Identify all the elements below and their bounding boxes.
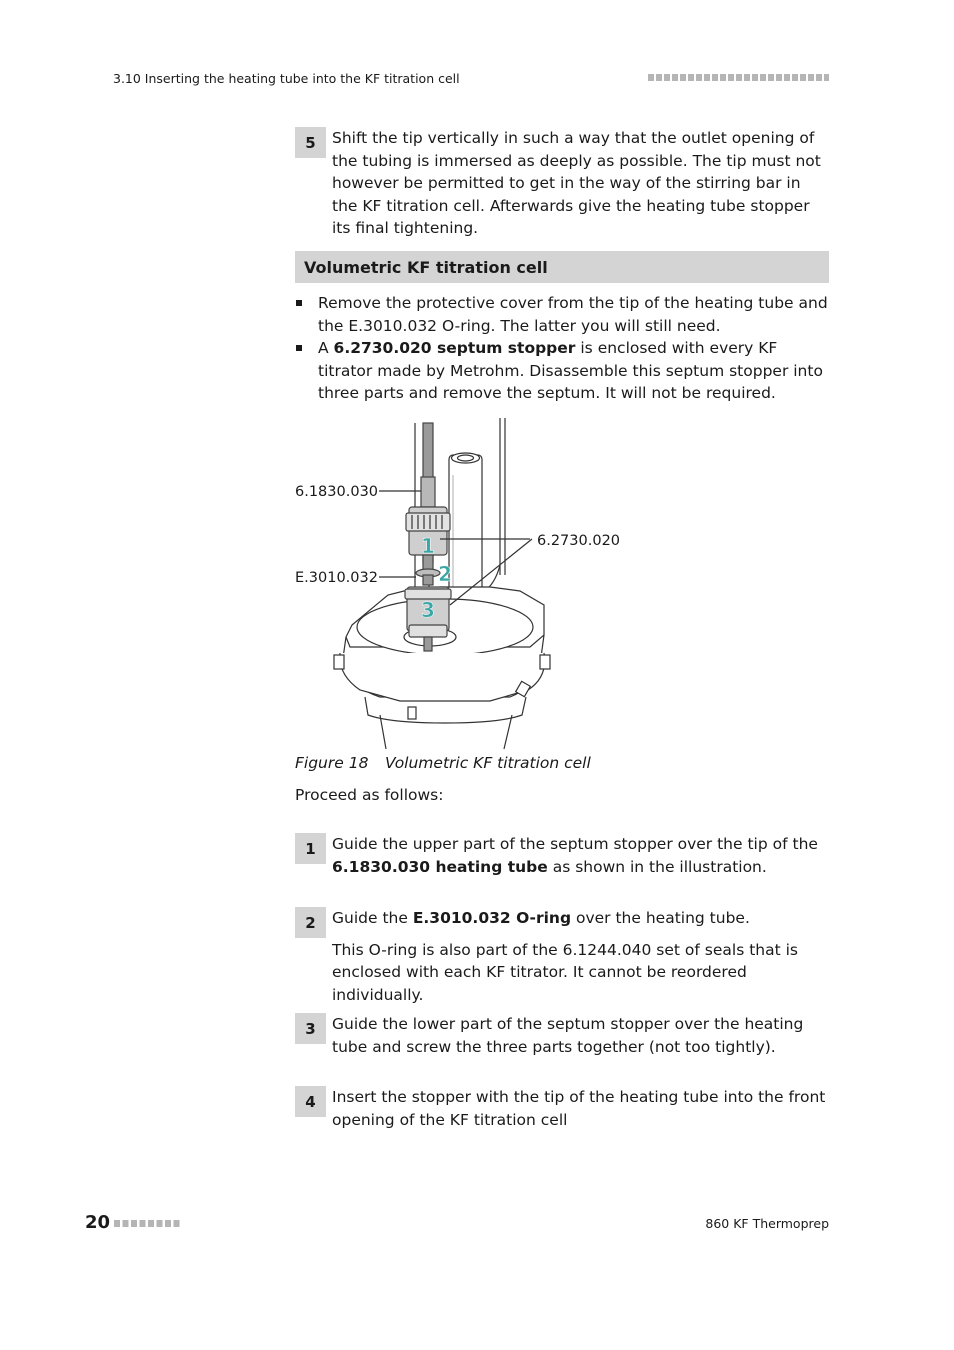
callout-2: 2 [438, 562, 452, 586]
product-name: 860 KF Thermoprep [705, 1216, 829, 1231]
bullet-square-icon [296, 345, 302, 351]
intro-text: Proceed as follows: [295, 786, 444, 804]
running-header: 3.10 Inserting the heating tube into the KF titration cell [113, 71, 460, 86]
titration-cell-illustration [290, 415, 630, 751]
step-number: 2 [295, 907, 326, 938]
step-text: Guide the upper part of the septum stopper over the tip of the 6.1830.030 heating tube as shown in the illustration. [332, 835, 818, 876]
step-note: This O-ring is also part of the 6.1244.040 set of seals that is enclosed with each KF titrator. It cannot be reordered individually. [332, 940, 798, 1004]
list-item: Remove the protective cover from the tip of the heating tube and the E.3010.032 O-ring. The latter you will still need. [295, 292, 829, 337]
step-number: 3 [295, 1013, 326, 1044]
footer-dot-bar [114, 1220, 182, 1227]
step-text: Shift the tip vertically in such a way that the outlet opening of the tubing is immersed as deeply as possible. The tip must not however be permitted to get in the way of the stirring bar in the KF titration cell. Afterwards give the heating tube stopper its final tightening. [332, 129, 821, 238]
step-2 [295, 907, 829, 1006]
step-text: Guide the E.3010.032 O-ring over the heating tube. This O-ring is also part of the 6.1244.040 set of seals that is enclosed with each KF titrator. It cannot be reordered individually. [332, 907, 829, 1006]
step-3 [295, 1013, 829, 1058]
header-dot-bar [648, 74, 829, 81]
step-number: 4 [295, 1086, 326, 1117]
step-text: Guide the lower part of the septum stopper over the heating tube and screw the three parts together (not too tightly). [332, 1015, 804, 1056]
step-4 [295, 1086, 829, 1131]
section-heading: Volumetric KF titration cell [295, 251, 829, 283]
figure-caption [295, 754, 591, 772]
label-o-ring: E.3010.032 [295, 570, 378, 586]
label-heating-tube: 6.1830.030 [295, 484, 379, 500]
step-number: 1 [295, 833, 326, 864]
callout-3: 3 [421, 598, 435, 622]
bullet-square-icon [296, 300, 302, 306]
list-item: A 6.2730.020 septum stopper is enclosed with every KF titrator made by Metrohm. Disassemble this septum stopper into three parts and remove the septum. It will not be required. [295, 337, 829, 405]
callout-1: 1 [421, 534, 435, 558]
label-septum-stopper: 6.2730.020 [537, 533, 621, 549]
step-number: 5 [295, 127, 326, 158]
step-text: Insert the stopper with the tip of the heating tube into the front opening of the KF titration cell [332, 1088, 826, 1129]
figure-title: Volumetric KF titration cell [385, 754, 591, 772]
step-1 [295, 833, 829, 878]
figure-label: Figure 18 [295, 754, 369, 772]
bullet-list [295, 292, 829, 405]
page-number: 20 [85, 1212, 111, 1233]
step-5 [295, 127, 829, 240]
